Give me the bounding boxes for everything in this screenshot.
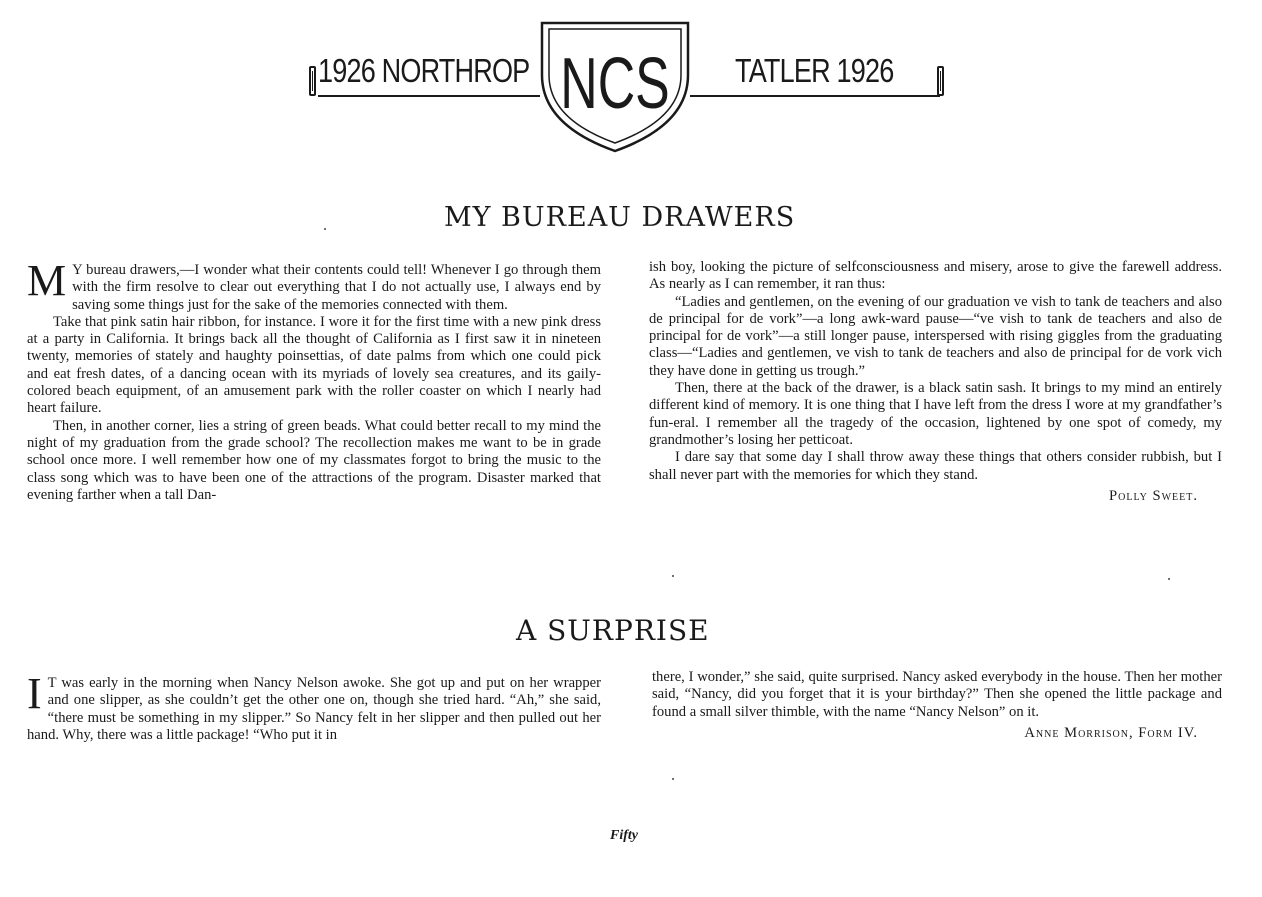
masthead-left-text: 1926 NORTHROP [318, 52, 530, 89]
article-title-a-surprise: A SURPRISE [516, 614, 710, 647]
school-crest-icon [540, 20, 690, 155]
article1-column-right [649, 259, 1222, 505]
article1-paragraph: ish boy, looking the picture of selfconsciousness and misery, arose to give the farewell address. As nearly as I can remember, it ran thus: [649, 259, 1222, 293]
scan-speck [672, 575, 674, 577]
scan-speck [1168, 578, 1170, 580]
masthead-rule-left [318, 95, 540, 97]
dropcap: I [27, 669, 42, 718]
article1-paragraph: “Ladies and gentlemen, on the evening of our graduation ve vish to tank de teachers and also de principal for de vork”—a long awk-ward pause—“ve vish to tank de teachers and also de principal for de vork”—a still longer pause, interspersed with rising giggles from the graduating class—“Ladies and gentlemen, ve vish to tank de teachers and also de principal for de vork vich they have done in getting us trough.” [649, 293, 1222, 379]
article2-signature: Anne Morrison, Form IV. [1024, 724, 1198, 741]
article2-paragraph: there, I wonder,” she said, quite surprised. Nancy asked everybody in the house. Then her mother said, “Nancy, did you forget that it is your birthday?” Then she opened the little package and found a small silver thimble, with the name “Nancy Nelson” on it. [652, 669, 1222, 720]
article2-column-left [27, 669, 601, 744]
masthead-right-text: TATLER 1926 [735, 52, 894, 89]
page-number: Fifty [610, 828, 638, 843]
article1-paragraph: Take that pink satin hair ribbon, for instance. I wore it for the first time with a new pink dress at a party in California. It brings back all the thought of California as I first saw it in nineteen twenty, memories of stately and haughty poinsettias, of date palms from which one could pick and eat fresh dates, of a dancing ocean with its myriads of lovely sea creatures, and its gaily-colored beach equipment, of an amusement park with the roller coaster on which I nearly had heart failure. [27, 313, 601, 417]
ornament-bar-right [937, 66, 944, 96]
article-title-bureau-drawers: MY BUREAU DRAWERS [444, 202, 796, 233]
article1-column-left [27, 256, 601, 504]
article1-paragraph: Then, there at the back of the drawer, is a black satin sash. It brings to my mind an entirely different kind of memory. It is one thing that I have left from the dress I wore at my grandfather’s fun-eral. I remember all the tragedy of the occasion, lightened by one spot of comedy, my grandmother’s losing her petticoat. [649, 380, 1222, 448]
article2-paragraph: I T was early in the morning when Nancy Nelson awoke. She got up and put on her wrapper and one slipper, as she couldn’t get the other one on, though she tried hard. “Ah,” she said, “there must be something in my slipper.” So Nancy felt in her slipper and then pulled out her hand. Why, there was a little package! “Who put it in [27, 669, 601, 743]
scan-speck [324, 228, 326, 230]
article1-paragraph: I dare say that some day I shall throw away these things that others consider rubbish, but I shall never part with the memories for which they stand. [649, 449, 1222, 483]
scan-speck [672, 778, 674, 780]
article1-paragraph: M Y bureau drawers,—I wonder what their contents could tell! Whenever I go through them with the firm resolve to clear out everything that I do not actually use, I always end by saving some things just for the sake of the memories connected with them. [27, 256, 601, 313]
crest-monogram: NCS [560, 43, 670, 125]
masthead [0, 0, 1262, 160]
article1-paragraph: Then, in another corner, lies a string of green beads. What could better recall to my mind the night of my graduation from the grade school? The recollection makes me want to be in grade school once more. I well remember how one of my classmates forgot to bring the music to the class song which was to have been one of the attractions of the program. Disaster marked that evening farther when a tall Dan- [27, 417, 601, 503]
ornament-bar-left [309, 66, 316, 96]
article2-column-right [652, 669, 1222, 742]
masthead-rule-right [690, 95, 940, 97]
article1-signature: Polly Sweet. [1109, 487, 1198, 504]
dropcap: M [27, 256, 67, 305]
